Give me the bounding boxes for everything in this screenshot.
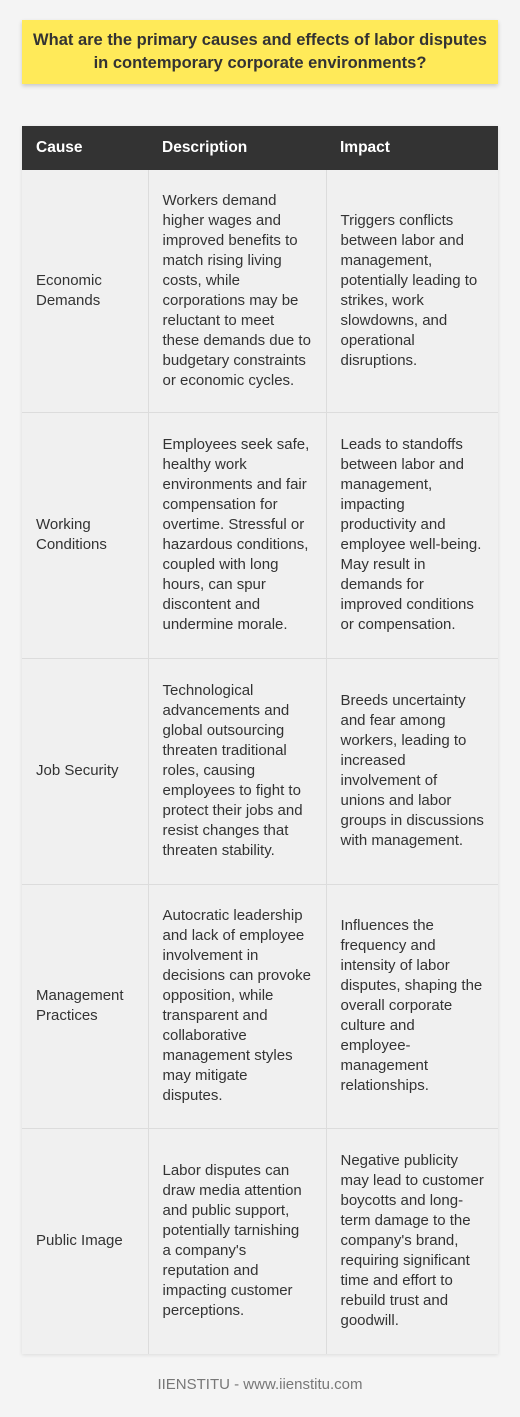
cell-cause: Working Conditions — [22, 412, 148, 658]
causes-effects-table-container — [22, 126, 498, 1354]
cell-impact: Leads to standoffs between labor and management, impacting productivity and employee well-being. May result in demands for improved conditions or compensation. — [326, 412, 498, 658]
table-row — [22, 412, 498, 658]
page-title: What are the primary causes and effects of labor disputes in contemporary corporate environments? — [33, 31, 487, 72]
cell-impact: Negative publicity may lead to customer boycotts and long-term damage to the company's brand, requiring significant time and effort to rebuild trust and goodwill. — [326, 1128, 498, 1354]
header-description: Description — [148, 126, 326, 170]
cell-description: Technological advancements and global outsourcing threaten traditional roles, causing employees to fight to protect their jobs and resist changes that threaten stability. — [148, 658, 326, 884]
header-row — [22, 126, 498, 170]
table-header — [22, 126, 498, 170]
cell-cause: Job Security — [22, 658, 148, 884]
cell-description: Labor disputes can draw media attention and public support, potentially tarnishing a company's reputation and impacting customer perceptions. — [148, 1128, 326, 1354]
cell-cause: Public Image — [22, 1128, 148, 1354]
cell-description: Workers demand higher wages and improved benefits to match rising living costs, while corporations may be reluctant to meet these demands due to budgetary constraints or economic cycles. — [148, 170, 326, 412]
footer-credit: IIENSTITU - www.iienstitu.com — [157, 1376, 363, 1393]
table-row — [22, 170, 498, 412]
table-body — [22, 170, 498, 1354]
cell-cause: Management Practices — [22, 884, 148, 1128]
cell-description: Employees seek safe, healthy work environments and fair compensation for overtime. Stressful or hazardous conditions, coupled with long hours, can spur discontent and undermine morale. — [148, 412, 326, 658]
cell-impact: Breeds uncertainty and fear among workers, leading to increased involvement of unions and labor groups in discussions with management. — [326, 658, 498, 884]
cell-description: Autocratic leadership and lack of employee involvement in decisions can provoke opposition, while transparent and collaborative management styles may mitigate disputes. — [148, 884, 326, 1128]
title-banner — [22, 20, 498, 84]
header-impact: Impact — [326, 126, 498, 170]
table-row — [22, 1128, 498, 1354]
table-row — [22, 884, 498, 1128]
table-row — [22, 658, 498, 884]
cell-impact: Triggers conflicts between labor and management, potentially leading to strikes, work slowdowns, and operational disruptions. — [326, 170, 498, 412]
causes-effects-table — [22, 126, 498, 1354]
cell-impact: Influences the frequency and intensity of labor disputes, shaping the overall corporate culture and employee-management relationships. — [326, 884, 498, 1128]
cell-cause: Economic Demands — [22, 170, 148, 412]
header-cause: Cause — [22, 126, 148, 170]
